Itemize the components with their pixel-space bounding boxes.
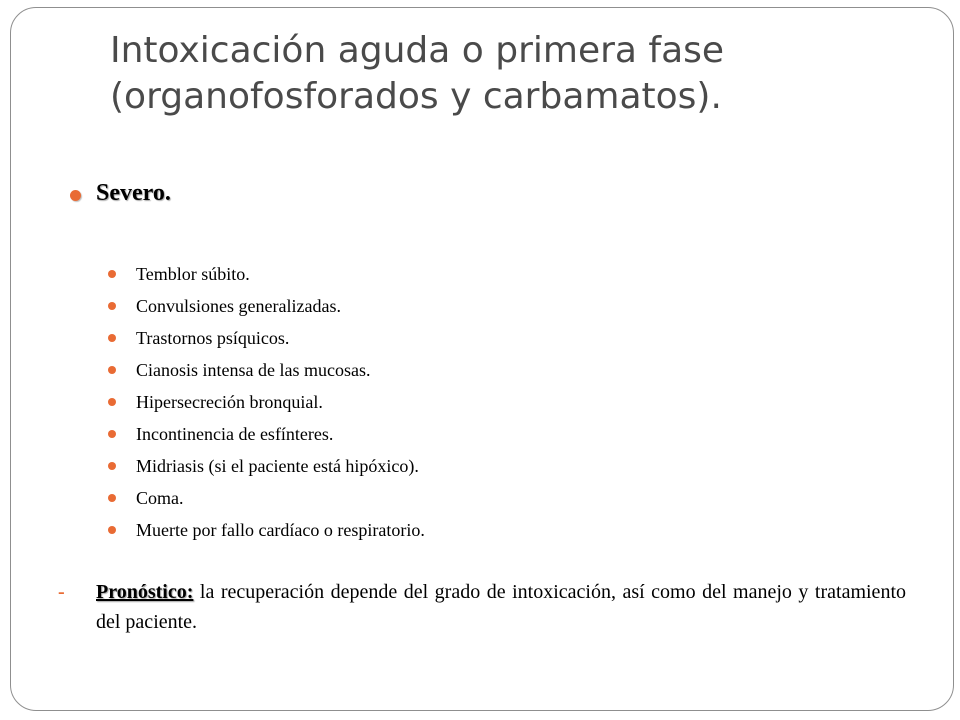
list-item-text: Incontinencia de esfínteres. (136, 424, 334, 444)
bullet-icon (108, 462, 116, 470)
bullet-icon (108, 302, 116, 310)
prognosis-body (96, 577, 906, 637)
list-item-text: Temblor súbito. (136, 264, 250, 284)
dash-bullet: - (58, 581, 65, 603)
bullet-icon (108, 526, 116, 534)
bullet-icon (108, 494, 116, 502)
list-item (108, 450, 425, 482)
list-item (108, 482, 425, 514)
prognosis-paragraph (58, 577, 906, 637)
bullet-icon (108, 430, 116, 438)
list-item (108, 418, 425, 450)
bullet-icon (108, 270, 116, 278)
list-item (108, 386, 425, 418)
list-item (108, 322, 425, 354)
prognosis-label: Pronóstico: (96, 581, 194, 603)
slide-title: Intoxicación aguda o primera fase (organofosforados y carbamatos). (110, 30, 725, 117)
list-item-text: Convulsiones generalizadas. (136, 296, 341, 316)
list-item-text: Midriasis (si el paciente está hipóxico). (136, 456, 419, 476)
list-item (108, 258, 425, 290)
list-item (108, 290, 425, 322)
list-item-text: Cianosis intensa de las mucosas. (136, 360, 371, 380)
prognosis-text: la recuperación depende del grado de intoxicación, así como del manejo y tratamiento del paciente. (96, 581, 906, 633)
list-item-text: Trastornos psíquicos. (136, 328, 290, 348)
bullet-icon (108, 366, 116, 374)
list-item-text: Muerte por fallo cardíaco o respiratorio. (136, 520, 425, 540)
list-item-text: Hipersecreción bronquial. (136, 392, 323, 412)
list-item-text: Coma. (136, 488, 184, 508)
severity-heading-label: Severo. (96, 180, 171, 206)
bullet-icon (70, 190, 81, 201)
bullet-icon (108, 398, 116, 406)
bullet-icon (108, 334, 116, 342)
symptom-list (108, 258, 425, 546)
list-item (108, 354, 425, 386)
list-item (108, 514, 425, 546)
